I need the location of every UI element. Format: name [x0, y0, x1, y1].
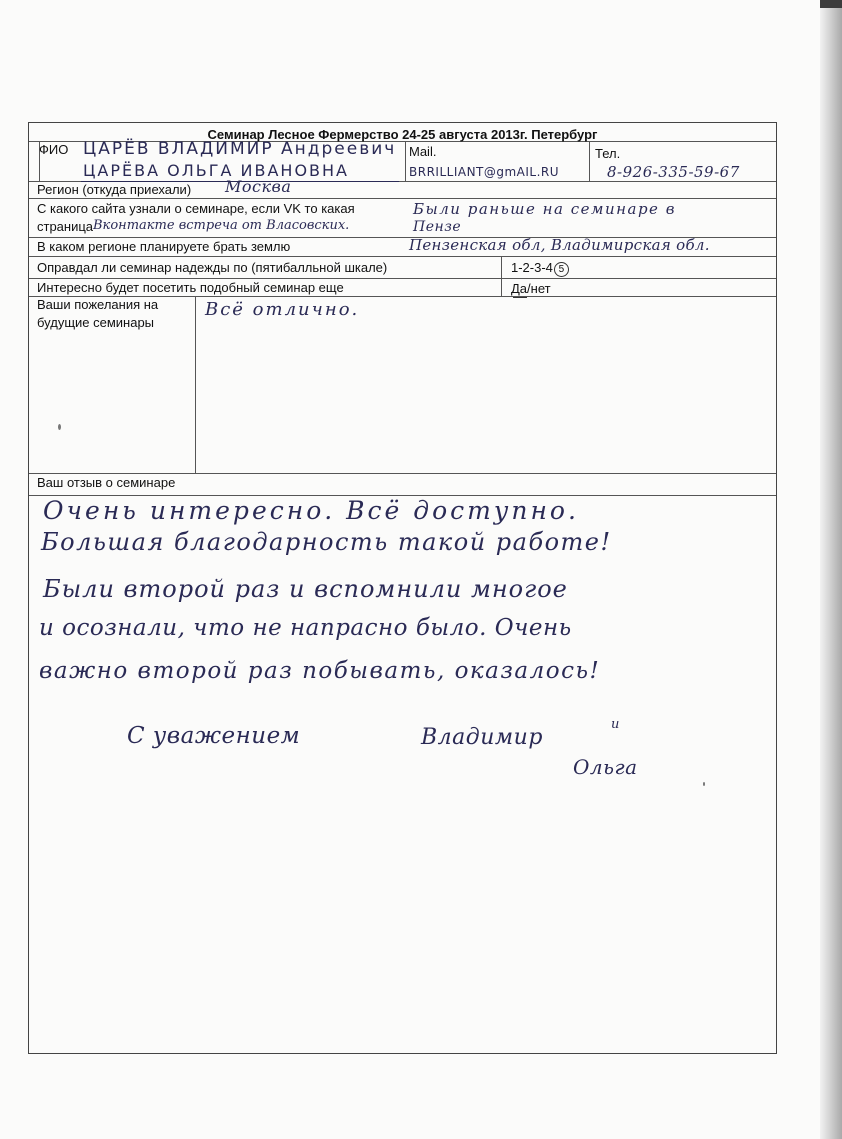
signature-name-vladimir: Владимир [421, 725, 543, 750]
label-mail: Mail. [409, 144, 437, 159]
scan-edge-right [820, 0, 842, 1139]
handwritten-wishes: Всё отлично. [205, 299, 360, 320]
label-region: Регион (откуда приехали) [37, 182, 192, 197]
col-divider [589, 141, 590, 181]
col-divider [501, 256, 502, 296]
handwritten-source-right-line2: Пензе [413, 219, 462, 235]
label-revisit: Интересно будет посетить подобный семинар еще [37, 280, 344, 295]
label-land-region: В каком регионе планируете брать землю [37, 239, 291, 254]
handwritten-tel: 8-926-335-59-67 [607, 163, 740, 181]
rating-scale [511, 260, 569, 277]
rating-scale-values: 1-2-3-4 [511, 260, 553, 275]
label-source-line2: страница [37, 219, 94, 234]
handwritten-land-region: Пензенская обл, Владимирская обл. [409, 236, 710, 254]
review-line: важно второй раз побывать, оказалось! [39, 658, 601, 684]
label-fio: ФИО [39, 142, 69, 157]
row-divider [29, 473, 776, 474]
label-wishes-line1: Ваши пожелания на [37, 297, 159, 312]
col-divider [195, 296, 196, 473]
feedback-form [28, 122, 777, 1054]
col-divider [405, 141, 406, 181]
scan-speck [58, 424, 61, 430]
label-wishes-line2: будущие семинары [37, 315, 155, 330]
handwritten-source-right-line1: Были раньше на семинаре в [413, 200, 676, 218]
yes-underline [513, 297, 527, 298]
handwritten-region: Москва [225, 177, 292, 196]
review-line: Очень интересно. Всё доступно. [43, 496, 579, 525]
signature-respect: С уважением [127, 723, 301, 749]
scan-speck [703, 782, 705, 786]
row-divider [29, 198, 776, 199]
review-line: Большая благодарность такой работе! [41, 528, 612, 556]
handwritten-fio-line2: ЦАРЁВА ОЛЬГА ИВАНОВНА [83, 161, 349, 180]
label-tel: Тел. [595, 146, 621, 161]
row-divider [29, 278, 776, 279]
review-line: Были второй раз и вспомнили многое [43, 575, 568, 603]
label-source-line1: С какого сайта узнали о семинаре, если VK то какая [37, 201, 355, 216]
handwritten-source: Вконтакте встреча от Власовских. [93, 218, 350, 233]
signature-name-olga: Ольга [573, 755, 638, 779]
form-title: Семинар Лесное Фермерство 24-25 августа 2013г. Петербург [207, 127, 598, 142]
handwritten-mail: BRRILLIANT@gmAIL.RU [409, 165, 560, 179]
label-expectations: Оправдал ли семинар надежды по (пятибалльной шкале) [37, 260, 388, 275]
row-divider [29, 256, 776, 257]
rating-selected-circle: 5 [554, 262, 569, 277]
label-review: Ваш отзыв о семинаре [37, 475, 176, 490]
label-yes-no: Да/нет [511, 281, 551, 296]
handwritten-fio-line1: ЦАРЁВ ВЛАДИМИР Андреевич [83, 139, 397, 159]
review-line: и осознали, что не напрасно было. Очень [39, 615, 572, 641]
signature-and: и [611, 717, 620, 732]
scan-corner [820, 0, 842, 8]
